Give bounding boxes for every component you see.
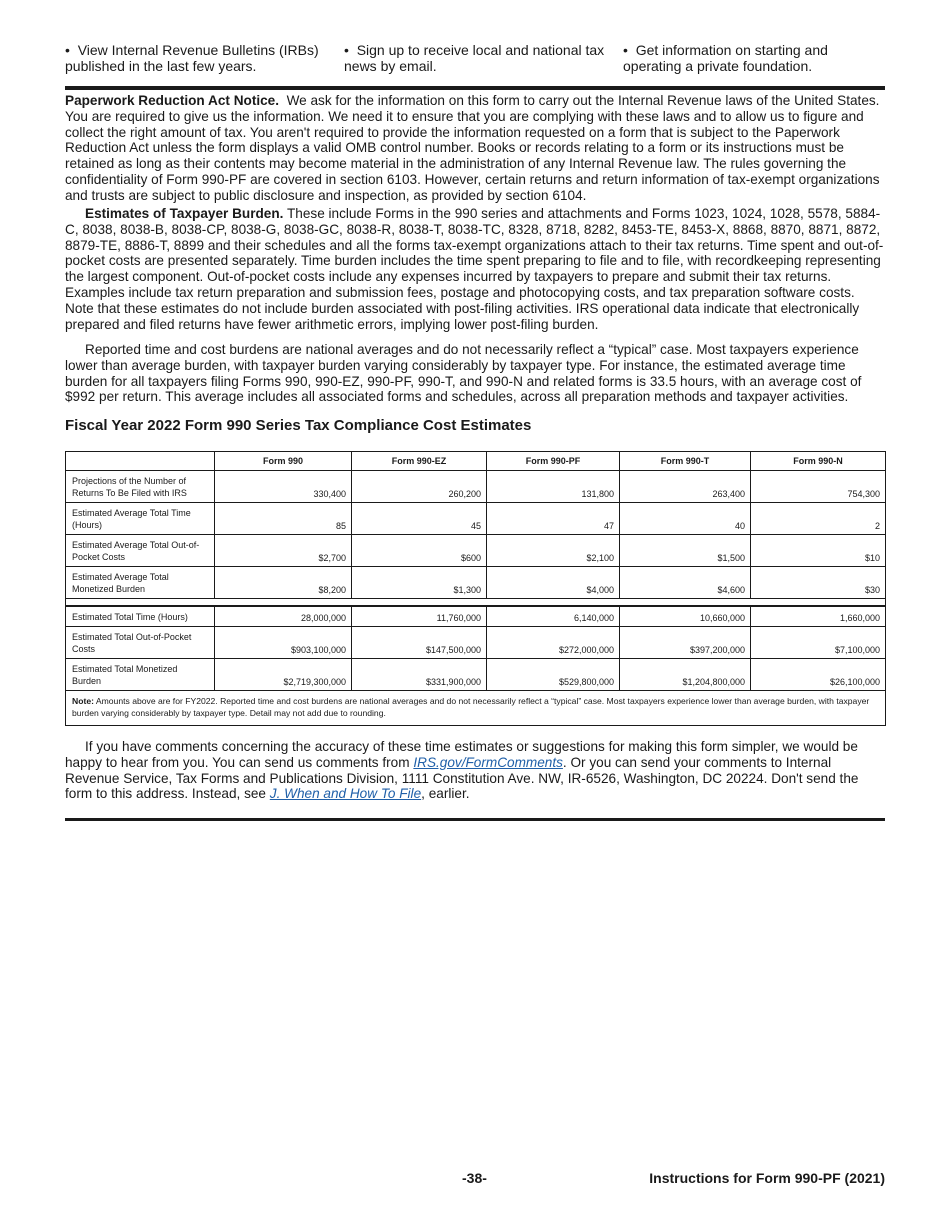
bullet-item: • Get information on starting and operating a private foundation. bbox=[623, 42, 828, 74]
table-cell: $4,000 bbox=[487, 567, 620, 599]
paperwork-heading: Paperwork Reduction Act Notice. bbox=[65, 93, 280, 108]
table-cell: $8,200 bbox=[215, 567, 352, 599]
table-cell: 330,400 bbox=[215, 471, 352, 503]
row-label: Estimated Average Total Monetized Burden bbox=[66, 567, 215, 599]
note-text: Amounts above are for FY2022. Reported time and cost burdens are national averages and do not necessarily reflect a “typical” case. Most taxpayers experience lower than average burden, with taxpayer burden varying considerably by taxpayer type. Detail may not add due to rounding. bbox=[72, 696, 870, 718]
table-cell: $903,100,000 bbox=[215, 627, 352, 659]
form-comments-link[interactable]: IRS.gov/FormComments bbox=[413, 754, 563, 770]
paperwork-body: We ask for the information on this form to carry out the Internal Revenue laws of the United States. You are required to give us the information. We need it to ensure that you are complying with these laws and to allow us to figure and collect the right amount of tax. You aren't required to provide the information requested on a form that is subject to the Paperwork Reduction Act unless the form displays a valid OMB control number. Books or records relating to a form or its instructions must be retained as long as their contents may become material in the administration of any Internal Revenue law. The rules governing the confidentiality of Form 990-PF are covered in section 6103. However, certain returns and return information of tax-exempt organizations and trusts are subject to public disclosure and inspection, as provided by section 6104. bbox=[65, 93, 880, 203]
column-header: Form 990-EZ bbox=[352, 452, 487, 471]
table-cell: $2,719,300,000 bbox=[215, 659, 352, 691]
table-cell: $600 bbox=[352, 535, 487, 567]
comments-paragraph: If you have comments concerning the accuracy of these time estimates or suggestions for making this form simpler, we would be happy to hear from you. You can send us comments from IRS.gov/FormComments. Or you can send your comments to Internal Revenue Service, Tax Forms and Publications Division, 1111 Constitution Ave. NW, IR-6526, Washington, DC 20224. Don't send the form to this address. Instead, see J. When and How To File, earlier. bbox=[65, 739, 859, 802]
bullet-item: • Sign up to receive local and national tax news by email. bbox=[344, 42, 605, 74]
table-cell: $4,600 bbox=[620, 567, 751, 599]
table-cell: 754,300 bbox=[751, 471, 886, 503]
note-label: Note: bbox=[72, 696, 94, 706]
table-cell: $529,800,000 bbox=[487, 659, 620, 691]
table-cell: $7,100,000 bbox=[751, 627, 886, 659]
table-cell: 11,760,000 bbox=[352, 606, 487, 627]
table-row bbox=[66, 471, 886, 503]
table-row bbox=[66, 503, 886, 535]
table-row bbox=[66, 606, 886, 627]
table-cell: 45 bbox=[352, 503, 487, 535]
end-divider bbox=[65, 818, 885, 821]
bullet-symbol: • bbox=[65, 42, 70, 58]
table-cell: $331,900,000 bbox=[352, 659, 487, 691]
table-cell: $1,500 bbox=[620, 535, 751, 567]
table-cell: 10,660,000 bbox=[620, 606, 751, 627]
cost-estimates-table bbox=[65, 451, 886, 726]
row-label: Estimated Average Total Out-of-Pocket Costs bbox=[66, 535, 215, 567]
estimates-heading: Estimates of Taxpayer Burden. bbox=[85, 206, 284, 221]
table-header-row bbox=[66, 452, 886, 471]
table-cell: $272,000,000 bbox=[487, 627, 620, 659]
document-title: Instructions for Form 990-PF (2021) bbox=[649, 1170, 885, 1186]
column-header: Form 990-N bbox=[751, 452, 886, 471]
bullet-symbol: • bbox=[623, 42, 628, 58]
row-label: Estimated Total Time (Hours) bbox=[66, 606, 215, 627]
table-cell: $1,300 bbox=[352, 567, 487, 599]
column-header: Form 990-PF bbox=[487, 452, 620, 471]
table-cell: $30 bbox=[751, 567, 886, 599]
row-label: Projections of the Number of Returns To Be Filed with IRS bbox=[66, 471, 215, 503]
table-row bbox=[66, 535, 886, 567]
table-cell: $2,700 bbox=[215, 535, 352, 567]
table-cell: 260,200 bbox=[352, 471, 487, 503]
table-cell: $147,500,000 bbox=[352, 627, 487, 659]
table-cell: $2,100 bbox=[487, 535, 620, 567]
table-row bbox=[66, 659, 886, 691]
column-header: Form 990-T bbox=[620, 452, 751, 471]
table-cell: 2 bbox=[751, 503, 886, 535]
column-header: Form 990 bbox=[215, 452, 352, 471]
table-cell: 40 bbox=[620, 503, 751, 535]
bullet-symbol: • bbox=[344, 42, 349, 58]
page-number: -38- bbox=[462, 1170, 487, 1186]
estimates-body: These include Forms in the 990 series and attachments and Forms 1023, 1024, 1028, 5578, 5884-C, 8038, 8038-B, 8038-CP, 8038-G, 8038-GC, 8038-R, 8038-T, 8038-TC, 8328, 8718, 8282, 8453-TE, 8453-X, 8868, 8870, 8871, 8872, 8879-TE, 8886-T, 8899 and their schedules and all the forms tax-exempt organizations attach to their tax returns. Time spent and out-of-pocket costs are presented separately. Time burden includes the time spent preparing to file and to file, with recordkeeping representing the largest component. Out-of-pocket costs include any expenses incurred by taxpayers to prepare and submit their tax returns. Examples include tax return preparation and submission fees, postage and photocopying costs, and tax preparation software costs. Note that these estimates do not include burden associated with post-filing activities. IRS operational data indicate that electronically prepared and filed returns have fewer arithmetic errors, implying lower post-filing burden. bbox=[65, 206, 884, 332]
when-how-to-file-link[interactable]: J. When and How To File bbox=[269, 786, 422, 802]
table-cell: 131,800 bbox=[487, 471, 620, 503]
table-row bbox=[66, 627, 886, 659]
table-cell: 47 bbox=[487, 503, 620, 535]
table-cell: 6,140,000 bbox=[487, 606, 620, 627]
section-divider bbox=[65, 86, 885, 90]
table-cell: $1,204,800,000 bbox=[620, 659, 751, 691]
table-row bbox=[66, 567, 886, 599]
table-cell: $397,200,000 bbox=[620, 627, 751, 659]
table-cell: $26,100,000 bbox=[751, 659, 886, 691]
reported-paragraph: Reported time and cost burdens are national averages and do not necessarily reflect a “typical” case. Most taxpayers experience lower than average burden, with taxpayer burden varying considerably by taxpayer type. For instance, the estimated average time burden for all taxpayers filing Forms 990, 990-EZ, 990-PF, 990-T, and 990-N and related forms is 33.5 hours, with an average cost of $992 per return. This average includes all associated forms and schedules, across all preparation methods and taxpayer activities. bbox=[65, 342, 862, 405]
table-cell: 85 bbox=[215, 503, 352, 535]
burden-estimates bbox=[65, 206, 885, 332]
table-cell: $10 bbox=[751, 535, 886, 567]
row-label: Estimated Total Monetized Burden bbox=[66, 659, 215, 691]
table-cell: 1,660,000 bbox=[751, 606, 886, 627]
row-label: Estimated Average Total Time (Hours) bbox=[66, 503, 215, 535]
table-cell: 28,000,000 bbox=[215, 606, 352, 627]
table-spacer-row bbox=[66, 599, 886, 607]
paperwork-notice bbox=[65, 93, 885, 204]
table-note-row bbox=[66, 691, 886, 726]
table-title: Fiscal Year 2022 Form 990 Series Tax Compliance Cost Estimates bbox=[65, 417, 532, 434]
table-cell: 263,400 bbox=[620, 471, 751, 503]
bullet-item: • View Internal Revenue Bulletins (IRBs) published in the last few years. bbox=[65, 42, 319, 74]
table-header-blank bbox=[66, 452, 215, 471]
row-label: Estimated Total Out-of-Pocket Costs bbox=[66, 627, 215, 659]
